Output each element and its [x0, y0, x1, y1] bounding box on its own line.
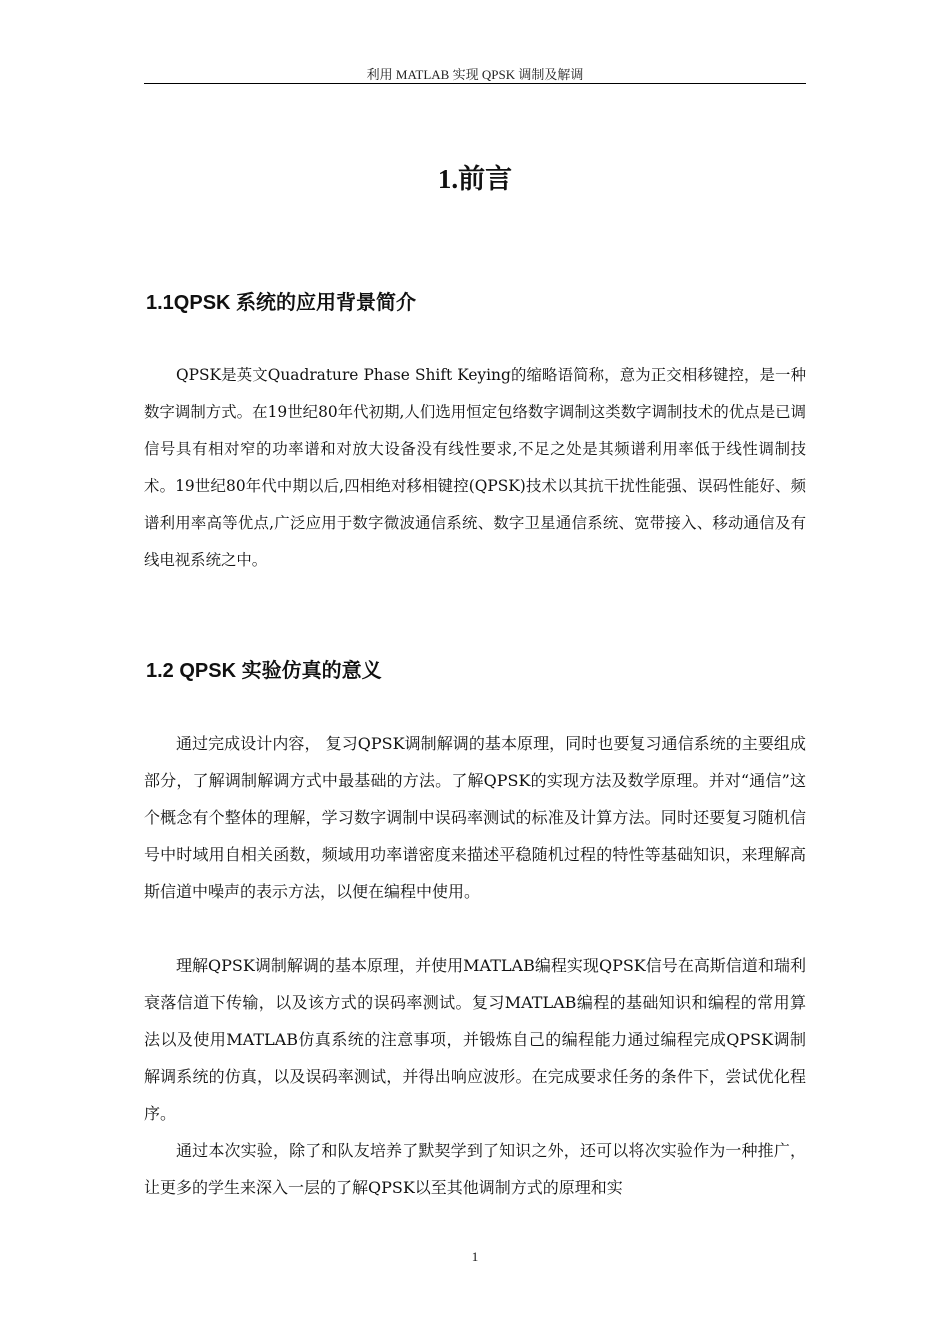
section-heading-1-1: 1.1QPSK 系统的应用背景简介	[146, 292, 417, 314]
paragraph-significance-2: 理解QPSK调制解调的基本原理，并使用MATLAB编程实现QPSK信号在高斯信道和瑞利衰落信道下传输，以及该方式的误码率测试。复习MATLAB编程的基础知识和编程的常用算法以及使用MATLAB仿真系统的注意事项，并锻炼自己的编程能力通过编程完成QPSK调制解调系统的仿真，以及误码率测试，并得出响应波形。在完成要求任务的条件下，尝试优化程序。	[144, 956, 806, 1123]
paragraph-significance-1: 通过完成设计内容， 复习QPSK调制解调的基本原理，同时也要复习通信系统的主要组成部分，了解调制解调方式中最基础的方法。了解QPSK的实现方法及数学原理。并对“通信”这个概念有个整体的理解，学习数字调制中误码率测试的标准及计算方法。同时还要复习随机信号中时域用自相关函数，频域用功率谱密度来描述平稳随机过程的特性等基础知识，来理解高斯信道中噪声的表示方法，以便在编程中使用。	[144, 734, 806, 901]
header-rule	[144, 83, 806, 84]
paragraph-significance-3: 通过本次实验，除了和队友培养了默契学到了知识之外，还可以将次实验作为一种推广，让更多的学生来深入一层的了解QPSK以至其他调制方式的原理和实	[144, 1141, 806, 1197]
page-number: 1	[471, 1249, 479, 1264]
section-heading-1-2: 1.2 QPSK 实验仿真的意义	[146, 660, 382, 682]
chapter-title: 1.前言	[437, 164, 513, 194]
paragraph-qpsk-background: QPSK是英文Quadrature Phase Shift Keying的缩略语简称，意为正交相移键控，是一种数字调制方式。在19世纪80年代初期,人们选用恒定包络数字调制这类数字调制技术的优点是已调信号具有相对窄的功率谱和对放大设备没有线性要求,不足之处是其频谱利用率低于线性调制技术。19世纪80年代中期以后,四相绝对移相键控(QPSK)技术以其抗干扰性能强、误码性能好、频谱利用率高等优点,广泛应用于数字微波通信系统、数字卫星通信系统、宽带接入、移动通信及有线电视系统之中。	[144, 366, 806, 569]
running-header: 利用 MATLAB 实现 QPSK 调制及解调	[366, 67, 584, 82]
